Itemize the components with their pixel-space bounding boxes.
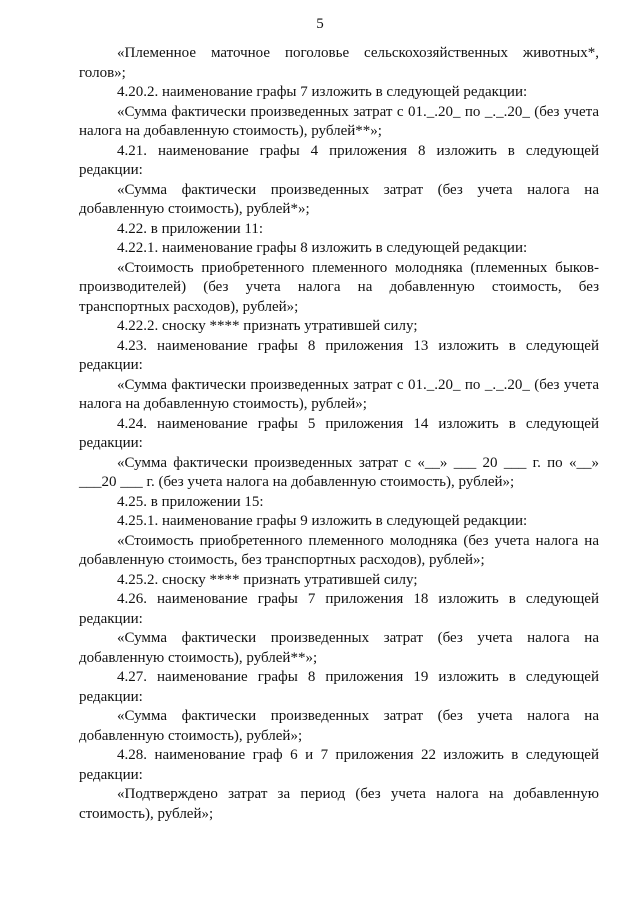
- paragraph: 4.23. наименование графы 8 приложения 13 изложить в следующей редакции:: [79, 337, 599, 373]
- paragraph: «Племенное маточное поголовье сельскохозяйственных животных*, голов»;: [79, 45, 599, 81]
- paragraph: «Сумма фактически произведенных затрат (без учета налога на добавленную стоимость), рублей»;: [79, 708, 599, 744]
- paragraph: «Стоимость приобретенного племенного молодняка (племенных быков-производителей) (без учета налога на добавленную стоимость, без транспортных расходов), рублей»;: [79, 259, 599, 315]
- paragraph: 4.20.2. наименование графы 7 изложить в следующей редакции:: [117, 84, 528, 100]
- paragraph: «Стоимость приобретенного племенного молодняка (без учета налога на добавленную стоимость, без транспортных расходов), рублей»;: [79, 532, 599, 568]
- paragraph: 4.25. в приложении 15:: [117, 493, 264, 510]
- paragraph: «Сумма фактически произведенных затрат с «__» ___ 20 ___ г. по «__» ___20 ___ г. (без учета налога на добавленную стоимость), рублей»;: [79, 454, 599, 490]
- document-body: [79, 44, 599, 824]
- paragraph: «Сумма фактически произведенных затрат (без учета налога на добавленную стоимость), рублей*»;: [79, 181, 599, 217]
- paragraph: 4.27. наименование графы 8 приложения 19 изложить в следующей редакции:: [79, 669, 599, 705]
- paragraph: 4.22. в приложении 11:: [117, 220, 264, 237]
- paragraph: «Сумма фактически произведенных затрат с 01._.20_ по _._.20_ (без учета налога на добавленную стоимость), рублей»;: [79, 376, 599, 412]
- page-number: 5: [316, 16, 324, 32]
- paragraph: 4.28. наименование граф 6 и 7 приложения 22 изложить в следующей редакции:: [79, 747, 599, 783]
- paragraph: 4.25.1. наименование графы 9 изложить в следующей редакции:: [117, 513, 528, 529]
- paragraph: 4.25.2. сноску **** признать утратившей силу;: [117, 571, 418, 588]
- paragraph: 4.24. наименование графы 5 приложения 14 изложить в следующей редакции:: [79, 415, 599, 451]
- paragraph: «Сумма фактически произведенных затрат (без учета налога на добавленную стоимость), рублей**»;: [79, 630, 599, 666]
- paragraph: 4.21. наименование графы 4 приложения 8 изложить в следующей редакции:: [79, 142, 599, 178]
- paragraph: «Сумма фактически произведенных затрат с 01._.20_ по _._.20_ (без учета налога на добавленную стоимость), рублей**»;: [79, 103, 599, 139]
- paragraph: «Подтверждено затрат за период (без учета налога на добавленную стоимость), рублей»;: [79, 786, 599, 822]
- paragraph: 4.26. наименование графы 7 приложения 18 изложить в следующей редакции:: [79, 591, 599, 627]
- paragraph: 4.22.1. наименование графы 8 изложить в следующей редакции:: [117, 240, 528, 256]
- paragraph: 4.22.2. сноску **** признать утратившей силу;: [117, 318, 418, 334]
